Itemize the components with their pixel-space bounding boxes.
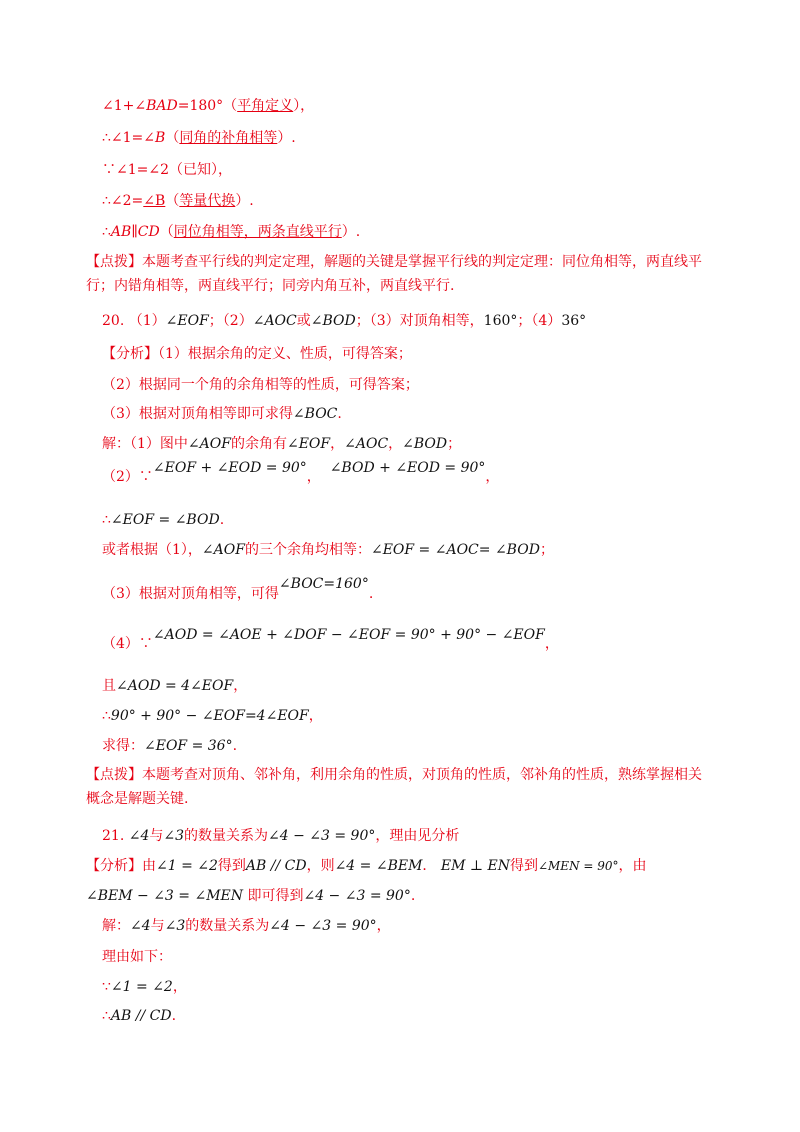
- question-number: 20.: [102, 313, 125, 329]
- q21-solution-4: [102, 1007, 176, 1025]
- math: ∠BOD: [310, 313, 356, 329]
- text: 的三个余角均相等：: [244, 542, 371, 558]
- math: ∠BOD + ∠EOD = 90°: [329, 460, 486, 476]
- text: 得到: [509, 858, 538, 874]
- text: .: [368, 586, 374, 602]
- analysis-tag: 【分析】: [86, 858, 142, 874]
- text: （: [165, 130, 180, 146]
- text: ）.: [341, 224, 361, 240]
- text: （3）根据对顶角相等即可求得: [102, 406, 293, 422]
- proof-line-2: [102, 129, 296, 147]
- tip-paragraph-2: [86, 763, 708, 811]
- math: 36°: [561, 313, 587, 329]
- math: ∠AOD = 4∠EOF: [116, 678, 234, 694]
- q21-solution-3: [102, 978, 187, 996]
- math: ∠3: [163, 828, 184, 844]
- math: B: [155, 130, 166, 146]
- math: ∠MEN = 90°: [537, 859, 619, 873]
- text: ，: [233, 678, 248, 694]
- underlined-answer: 平角定义: [237, 98, 294, 114]
- q20-solution-7: [102, 677, 247, 695]
- math: ∠EOF = 36°: [144, 738, 233, 754]
- math: CD: [137, 224, 160, 240]
- math: ∠EOF + ∠EOD = 90°: [152, 460, 307, 476]
- text: ，: [388, 436, 403, 452]
- text: ，: [172, 979, 187, 995]
- text: .: [337, 406, 342, 422]
- text: （4）∵: [102, 636, 153, 652]
- text: ，理由见分析: [375, 828, 460, 844]
- underlined-answer: ∠B: [143, 193, 166, 209]
- text: .: [171, 1008, 177, 1024]
- q20-solution-1: [102, 435, 461, 453]
- math: ∠AOC: [344, 436, 389, 452]
- text: 解：: [102, 918, 130, 934]
- math: ∠EOF: [165, 313, 209, 329]
- text: ∵: [102, 979, 111, 995]
- text: （: [159, 224, 174, 240]
- math: ∠3: [164, 918, 186, 934]
- text: 的数量关系为: [184, 828, 268, 844]
- text: 且: [102, 678, 116, 694]
- q21-analysis-1: [86, 857, 647, 875]
- text: ∴∠1=∠: [102, 130, 156, 146]
- analysis-tag: 【分析】: [102, 346, 158, 362]
- text: ；: [539, 542, 554, 558]
- text: ∵∠1=∠2（已知），: [102, 162, 233, 178]
- math: ∠EOF = ∠AOC= ∠BOD: [370, 542, 540, 558]
- question-number: 21.: [102, 828, 125, 844]
- underlined-answer: 等量代换: [179, 193, 236, 209]
- math: ∠AOD = ∠AOE + ∠DOF − ∠EOF = 90° + 90° − ∠EOF: [152, 627, 545, 643]
- text: ，: [485, 469, 500, 485]
- text: .: [410, 888, 416, 904]
- text: ）.: [277, 130, 296, 146]
- q21-answer-line: [102, 827, 459, 845]
- text: ，则: [306, 858, 335, 874]
- q20-solution-4: [102, 541, 554, 559]
- text: （2）∵: [102, 469, 153, 485]
- text: 求得：: [102, 738, 144, 754]
- text: （1）: [128, 313, 166, 329]
- text: ；（2）: [208, 313, 253, 329]
- math: EM ⊥ EN: [440, 858, 510, 874]
- underlined-answer: 同位角相等，两条直线平行: [173, 224, 342, 240]
- proof-line-4: [102, 192, 254, 210]
- q21-solution-2: [102, 948, 172, 966]
- tip-text: 本题考查对顶角、邻补角，利用余角的性质，对顶角的性质，邻补角的性质，熟练掌握相关概念是解题关键.: [86, 767, 702, 807]
- text: 与: [150, 918, 165, 934]
- q20-solution-9: [102, 737, 237, 755]
- text: =180°（: [177, 98, 238, 114]
- text: ，由: [618, 858, 647, 874]
- text: ）.: [235, 193, 254, 209]
- math: ∠4 − ∠3 = 90°: [269, 918, 377, 934]
- math: ∠1 = ∠2: [110, 979, 173, 995]
- text: 得到: [217, 858, 246, 874]
- text: 与: [149, 828, 164, 844]
- proof-line-3: [102, 161, 232, 179]
- q20-analysis-3: [102, 405, 342, 423]
- text: （1）根据余角的定义、性质，可得答案；: [158, 346, 412, 362]
- text: ∴: [102, 224, 111, 240]
- text: ．: [422, 858, 437, 874]
- tip-text: 本题考查平行线的判定定理，解题的关键是掌握平行线的判定定理：同位角相等，两直线平行；内错角相等，两直线平行；同旁内角互补，两直线平行.: [86, 254, 702, 294]
- text: 的余角有: [230, 436, 287, 452]
- text: ，: [544, 636, 559, 652]
- math: ∠AOC: [252, 313, 297, 329]
- text: ；（3）对顶角相等，: [355, 313, 484, 329]
- math: ∠AOF: [201, 542, 245, 558]
- text: 或者根据（1），: [102, 542, 202, 558]
- tip-paragraph-1: [86, 250, 708, 298]
- q20-answer-line: [102, 312, 586, 330]
- math: ∠4 − ∠3 = 90°: [303, 888, 411, 904]
- text: ∴: [102, 1008, 111, 1024]
- text: ；: [447, 436, 462, 452]
- text: ，: [330, 436, 345, 452]
- text: ，: [376, 918, 391, 934]
- text: 理由如下：: [102, 949, 172, 965]
- math: AB // CD: [110, 1008, 172, 1024]
- q20-solution-2: [102, 460, 500, 486]
- text: ∴∠2=: [102, 193, 144, 209]
- q20-solution-6: [102, 627, 559, 653]
- q20-solution-8: [102, 707, 323, 725]
- q20-analysis-1: [102, 345, 412, 363]
- text: .: [232, 738, 238, 754]
- text: .: [219, 512, 225, 528]
- underlined-answer: 同角的补角相等: [179, 130, 278, 146]
- text: 由: [142, 858, 156, 874]
- text: ，: [306, 469, 321, 485]
- math: ∠4: [128, 828, 150, 844]
- math: ∠EOF: [286, 436, 331, 452]
- q21-solution-1: [102, 917, 391, 935]
- parallel-symbol: ∥: [131, 224, 138, 240]
- math: ∠4 = ∠BEM: [334, 858, 423, 874]
- text: （: [165, 193, 180, 209]
- text: ，: [308, 708, 323, 724]
- text: ∴: [102, 708, 111, 724]
- text: ∴: [102, 512, 111, 528]
- math: ∠BOC=160°: [278, 576, 369, 592]
- math: 160°: [483, 313, 518, 329]
- q20-solution-3: [102, 511, 224, 529]
- text: 解：（1）图中: [102, 436, 188, 452]
- text: （3）根据对顶角相等，可得: [102, 586, 279, 602]
- text: 或: [296, 313, 311, 329]
- math: ∠4 − ∠3 = 90°: [268, 828, 376, 844]
- proof-line-5: [102, 223, 360, 241]
- text: （2）根据同一个角的余角相等的性质，可得答案；: [102, 377, 419, 393]
- math: AB // CD: [245, 858, 307, 874]
- q20-solution-5: [102, 576, 374, 603]
- text: ∠1+∠: [102, 98, 147, 114]
- math: ∠BEM − ∠3 = ∠MEN: [86, 888, 244, 904]
- text: 的数量关系为: [185, 918, 270, 934]
- math: AB: [110, 224, 132, 240]
- math: ∠1 = ∠2: [156, 858, 218, 874]
- math: BAD: [146, 98, 178, 114]
- math: ∠BOD: [402, 436, 448, 452]
- proof-line-1: [102, 97, 314, 115]
- text: ），: [293, 98, 315, 114]
- tip-tag: 【点拨】: [86, 254, 142, 270]
- math: ∠BOC: [292, 406, 338, 422]
- math: ∠4: [130, 918, 151, 934]
- text: ；（4）: [517, 313, 562, 329]
- q21-analysis-2: [86, 887, 415, 905]
- math: ∠EOF = ∠BOD: [110, 512, 220, 528]
- q20-analysis-2: [102, 376, 419, 394]
- tip-tag: 【点拨】: [86, 767, 142, 783]
- math: 90° + 90° − ∠EOF=4∠EOF: [110, 708, 309, 724]
- math: ∠AOF: [187, 436, 231, 452]
- text: 即可得到: [247, 888, 304, 904]
